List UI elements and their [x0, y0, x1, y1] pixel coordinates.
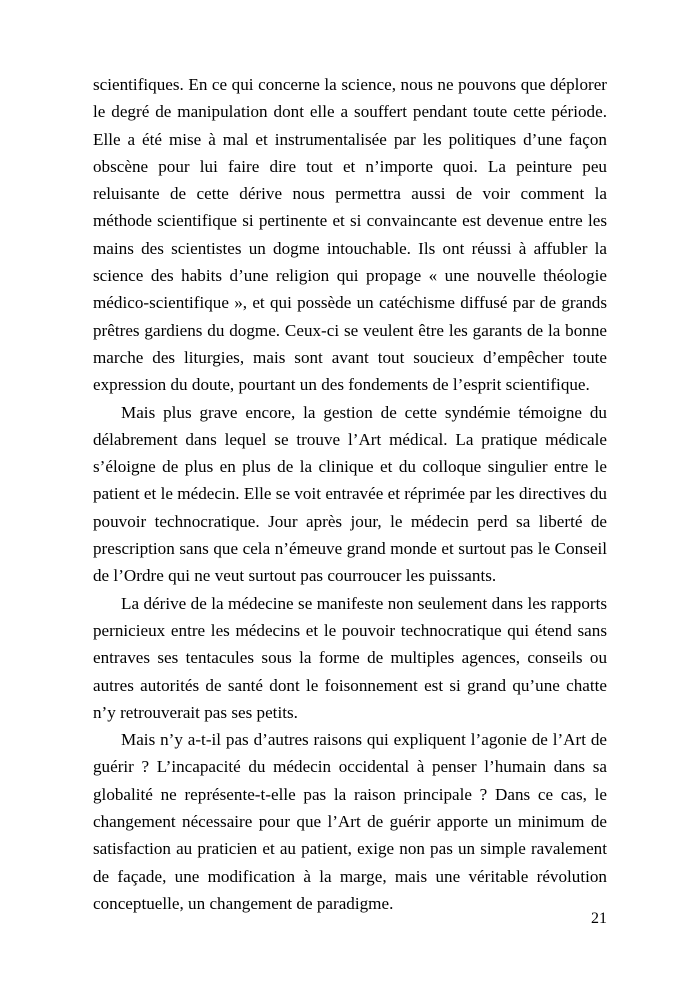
paragraph-1: scientifiques. En ce qui concerne la science, nous ne pouvons que déplorer le degré de manipulation dont elle a souffert pendant toute cette période. Elle a été mise à mal et instrumentalisée par les politiques d’une façon obscène pour lui faire dire tout et n’importe quoi. La peinture peu reluisante de cette dérive nous permettra aussi de voir comment la méthode scientifique si pertinente et si convaincante est devenue entre les mains des scientistes un dogme intouchable. Ils ont réussi à affubler la science des habits d’une religion qui propage « une nouvelle théologie médico-scientifique », et qui possède un catéchisme diffusé par de grands prêtres gardiens du dogme. Ceux-ci se veulent être les garants de la bonne marche des liturgies, mais sont avant tout soucieux d’empêcher toute expression du doute, pourtant un des fondements de l’esprit scientifique. [93, 75, 607, 395]
paragraph-3: La dérive de la médecine se manifeste non seulement dans les rapports pernicieux entre les médecins et le pouvoir technocratique qui étend sans entraves ses tentacules sous la forme de multiples agences, conseils ou autres autorités de santé dont le foisonnement est si grand qu’une chatte n’y retrouverait pas ses petits. [93, 593, 607, 722]
page-number: 21 [591, 910, 607, 927]
paragraph-2: Mais plus grave encore, la gestion de cette syndémie témoigne du délabrement dans lequel se trouve l’Art médical. La pratique médicale s’éloigne de plus en plus de la clinique et du colloque singulier entre le patient et le médecin. Elle se voit entravée et réprimée par les directives du pouvoir technocratique. Jour après jour, le médecin perd sa liberté de prescription sans que cela n’émeuve grand monde et surtout pas le Conseil de l’Ordre qui ne veut surtout pas courroucer les puissants. [93, 402, 607, 586]
text-column [93, 71, 607, 917]
paragraph-4: Mais n’y a-t-il pas d’autres raisons qui expliquent l’agonie de l’Art de guérir ? L’incapacité du médecin occidental à penser l’humain dans sa globalité ne représente-t-elle pas la raison principale ? Dans ce cas, le changement nécessaire pour que l’Art de guérir apporte un minimum de satisfaction au praticien et au patient, exige non pas un simple ravalement de façade, une modification à la marge, mais une véritable révolution conceptuelle, un changement de paradigme. [93, 730, 607, 913]
